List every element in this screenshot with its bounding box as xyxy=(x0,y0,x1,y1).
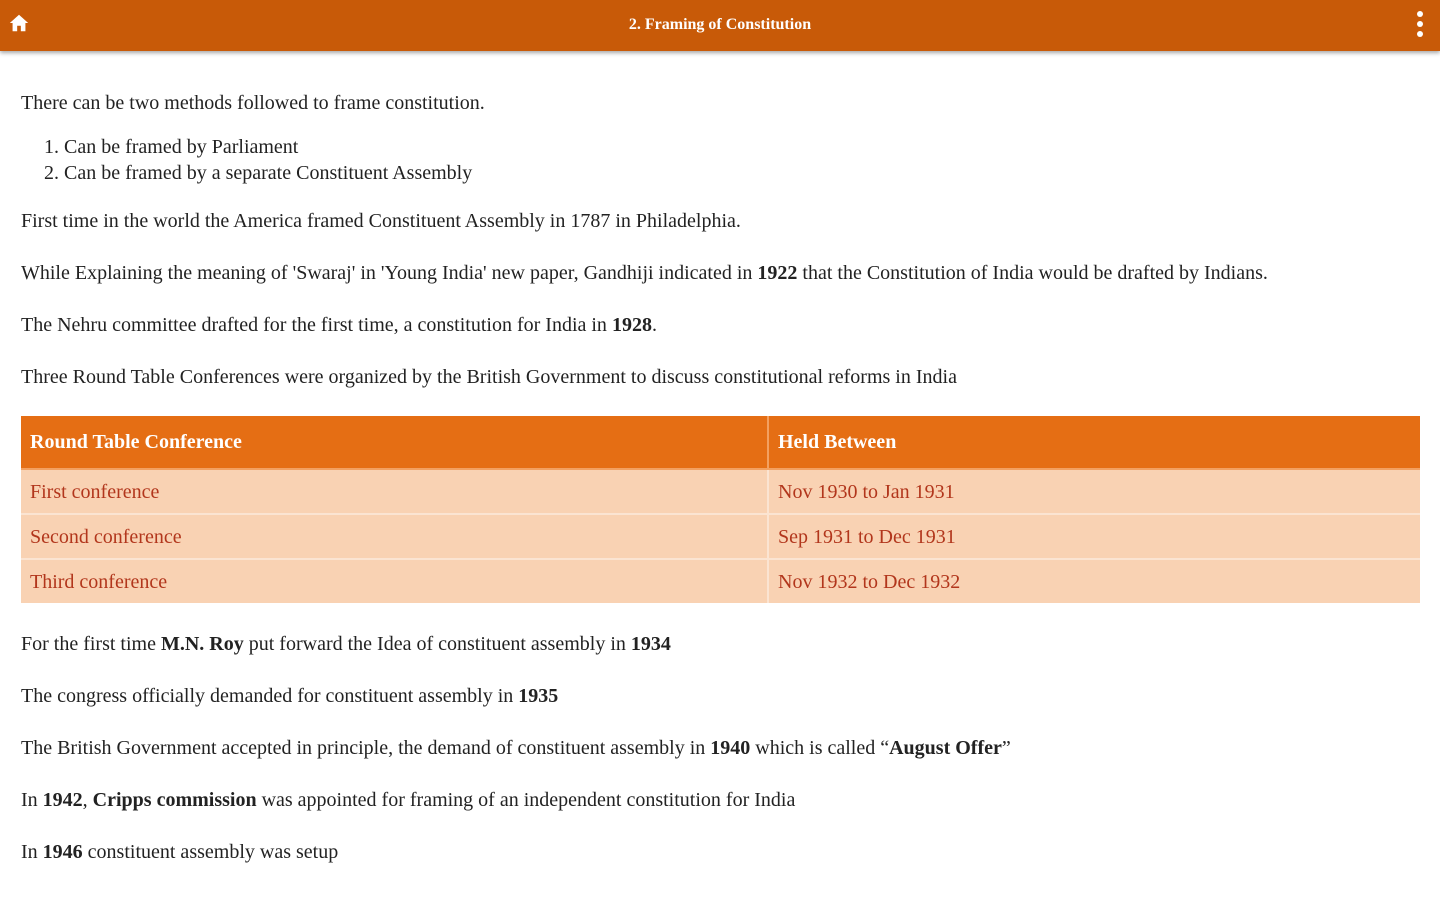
more-vert-icon[interactable] xyxy=(1412,10,1428,38)
table-cell: First conference xyxy=(21,470,769,515)
column-header: Round Table Conference xyxy=(21,416,769,470)
roy-paragraph: For the first time M.N. Roy put forward the Idea of constituent assembly in 1934 xyxy=(21,633,671,655)
table-row xyxy=(21,515,1420,560)
list-item: 1. Can be framed by Parliament xyxy=(64,134,1420,160)
conference-table xyxy=(21,416,1420,603)
column-header: Held Between xyxy=(769,416,1420,470)
methods-list xyxy=(21,134,1420,186)
table-header-row xyxy=(21,416,1420,470)
congress-paragraph: The congress officially demanded for constituent assembly in 1935 xyxy=(21,685,559,707)
rtc-paragraph: Three Round Table Conferences were organized by the British Government to discuss constitutional reforms in India xyxy=(21,366,957,388)
list-item: 2. Can be framed by a separate Constituent Assembly xyxy=(64,160,1420,186)
assembly-1946-paragraph: In 1946 constituent assembly was setup xyxy=(21,841,339,863)
gandhi-paragraph: While Explaining the meaning of 'Swaraj' in 'Young India' new paper, Gandhiji indicated in 1922 that the Constitution of India would be drafted by Indians. xyxy=(21,262,1268,284)
app-bar xyxy=(0,0,1440,51)
table-cell: Sep 1931 to Dec 1931 xyxy=(769,515,1420,560)
table-row xyxy=(21,560,1420,603)
table-cell: Third conference xyxy=(21,560,769,603)
british-paragraph: The British Government accepted in principle, the demand of constituent assembly in 1940 which is called “August Offer” xyxy=(21,737,1011,759)
table-cell: Nov 1932 to Dec 1932 xyxy=(769,560,1420,603)
nehru-paragraph: The Nehru committee drafted for the first time, a constitution for India in 1928. xyxy=(21,314,657,336)
america-paragraph: First time in the world the America framed Constituent Assembly in 1787 in Philadelphia. xyxy=(21,210,741,232)
table-row xyxy=(21,470,1420,515)
article-content xyxy=(21,90,1420,891)
intro-paragraph: There can be two methods followed to frame constitution. xyxy=(21,92,485,114)
table-cell: Nov 1930 to Jan 1931 xyxy=(769,470,1420,515)
page-title: 2. Framing of Constitution xyxy=(628,16,812,33)
table-cell: Second conference xyxy=(21,515,769,560)
cripps-paragraph: In 1942, Cripps commission was appointed for framing of an independent constitution for India xyxy=(21,789,796,811)
